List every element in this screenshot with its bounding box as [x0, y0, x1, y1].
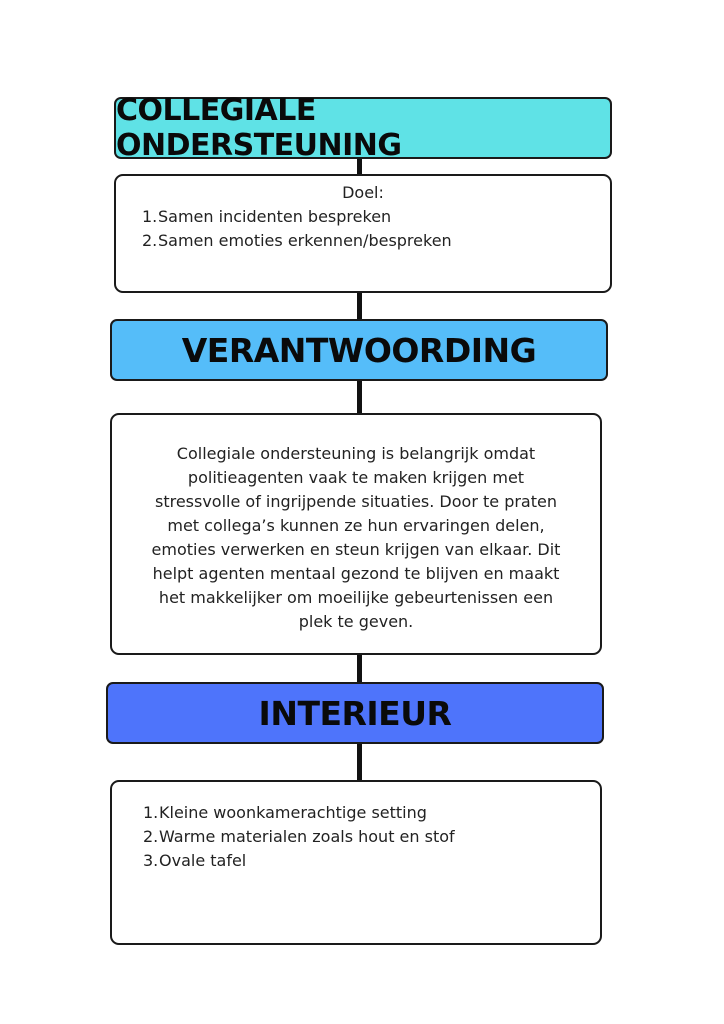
paragraph-line: emoties verwerken en steun krijgen van elkaar. Dit	[151, 540, 561, 559]
list-item: 1. Kleine woonkamerachtige setting	[143, 803, 427, 822]
paragraph-line: het makkelijker om moeilijke gebeurtenissen een	[158, 588, 554, 607]
list-item: 3. Ovale tafel	[143, 851, 247, 870]
header-title: COLLEGIALE ONDERSTEUNING	[116, 93, 402, 163]
paragraph-line: helpt agenten mentaal gezond te blijven en maakt	[152, 564, 560, 583]
header-title: INTERIEUR	[258, 693, 452, 733]
list-item: 2. Samen emoties erkennen/bespreken	[142, 231, 452, 250]
connector-line	[357, 653, 362, 684]
connector-line	[357, 291, 362, 321]
paragraph-line: Collegiale ondersteuning is belangrijk omdat	[176, 444, 536, 463]
list-item: 2. Warme materialen zoals hout en stof	[143, 827, 455, 846]
paragraph-line: met collega’s kunnen ze hun ervaringen delen,	[167, 516, 545, 535]
header-verantwoording	[110, 319, 608, 381]
header-collegiale-ondersteuning	[114, 93, 612, 163]
connector-line	[357, 743, 362, 782]
header-interieur	[106, 682, 604, 744]
header-title: VERANTWOORDING	[181, 330, 537, 370]
connector-line	[357, 379, 362, 415]
paragraph-line: plek te geven.	[298, 612, 414, 631]
justification-box	[110, 413, 602, 655]
goal-box	[114, 174, 612, 293]
goal-list	[142, 205, 610, 253]
paragraph-line: politieagenten vaak te maken krijgen met	[187, 468, 525, 487]
goal-intro: Doel:	[342, 183, 384, 202]
interior-list	[143, 801, 600, 873]
list-item: 1. Samen incidenten bespreken	[142, 207, 392, 226]
paragraph-line: stressvolle of ingrijpende situaties. Door te praten	[154, 492, 557, 511]
interior-box	[110, 780, 602, 945]
